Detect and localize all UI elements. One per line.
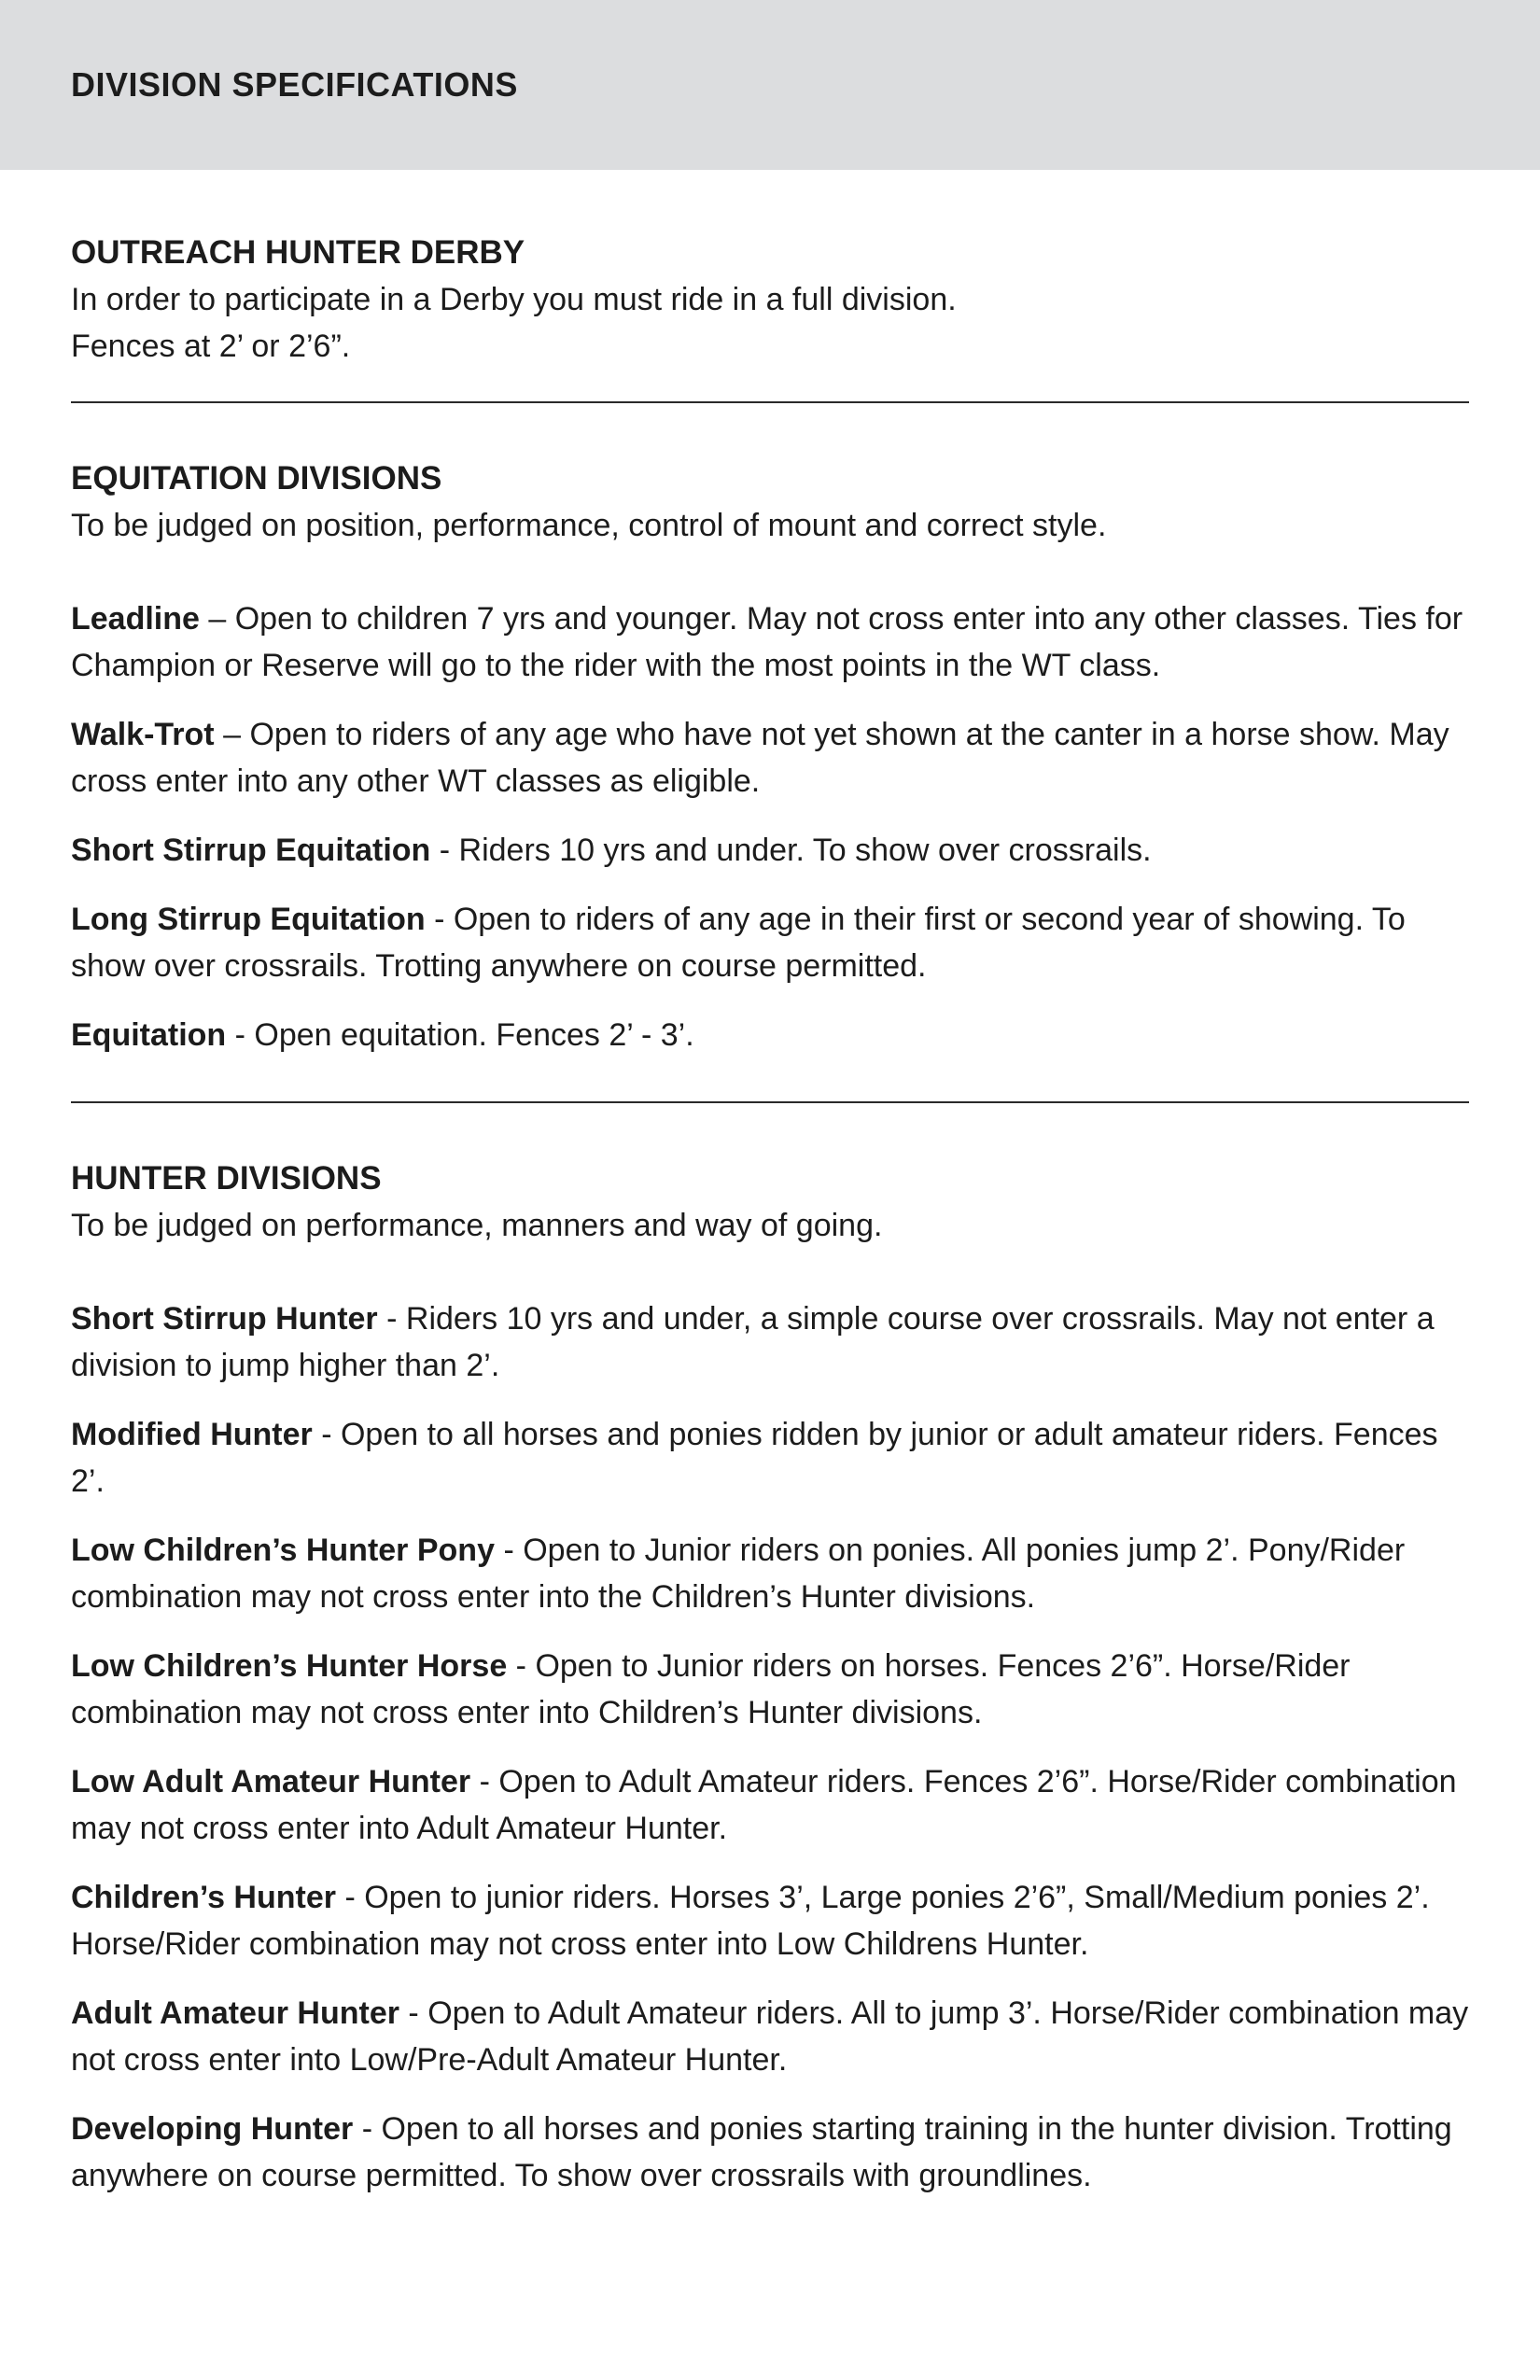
- entry-term: Short Stirrup Hunter: [71, 1301, 378, 1337]
- entry-text: - Open equitation. Fences 2’ - 3’.: [226, 1017, 694, 1053]
- header-band: [0, 0, 1540, 170]
- entry-text: - Open to Adult Amateur riders. All to jump 3’. Horse/Rider combination may not cross enter into Low/Pre-Adult Amateur Hunter.: [71, 1995, 1469, 2078]
- hunter-section-title: HUNTER DIVISIONS: [71, 1160, 382, 1197]
- entry-term: Modified Hunter: [71, 1417, 313, 1452]
- entry-text: - Open to Junior riders on horses. Fences 2’6”. Horse/Rider combination may not cross enter into Children’s Hunter divisions.: [71, 1648, 1351, 1730]
- hunter-entry-adult-amateur: [71, 1990, 1471, 2083]
- divider-2: [71, 1101, 1469, 1103]
- entry-term: Leadline: [71, 601, 200, 637]
- hunter-entry-developing: [71, 2106, 1471, 2199]
- entry-term: Adult Amateur Hunter: [71, 1995, 399, 2031]
- hunter-entries: [71, 1295, 1471, 2199]
- equitation-entry-equitation: [71, 1012, 1471, 1058]
- hunter-entry-low-childrens-horse: [71, 1643, 1471, 1736]
- document-body: [71, 230, 1471, 2221]
- derby-section-title: OUTREACH HUNTER DERBY: [71, 234, 525, 271]
- equitation-entry-leadline: [71, 595, 1471, 689]
- entry-text: – Open to children 7 yrs and younger. May not cross enter into any other classes. Ties for Champion or Reserve will go to the rider with the most points in the WT class.: [71, 601, 1463, 683]
- equitation-entry-walk-trot: [71, 711, 1471, 805]
- entry-text: - Open to riders of any age in their first or second year of showing. To show over crossrails. Trotting anywhere on course permitted.: [71, 902, 1406, 984]
- equitation-entry-short-stirrup: [71, 827, 1471, 874]
- hunter-entry-childrens: [71, 1874, 1471, 1967]
- entry-term: Children’s Hunter: [71, 1880, 336, 1915]
- hunter-entry-low-childrens-pony: [71, 1527, 1471, 1620]
- hunter-entry-low-adult-amateur: [71, 1758, 1471, 1852]
- equitation-section-title: EQUITATION DIVISIONS: [71, 460, 442, 497]
- divider-1: [71, 401, 1469, 403]
- entry-text: - Open to all horses and ponies ridden by junior or adult amateur riders. Fences 2’.: [71, 1417, 1438, 1499]
- entry-text: - Open to Junior riders on ponies. All ponies jump 2’. Pony/Rider combination may not cross enter into the Children’s Hunter divisions.: [71, 1533, 1406, 1615]
- entry-term: Walk-Trot: [71, 717, 215, 752]
- entry-term: Long Stirrup Equitation: [71, 902, 426, 937]
- entry-term: Short Stirrup Equitation: [71, 833, 431, 868]
- entry-text: – Open to riders of any age who have not yet shown at the canter in a horse show. May cross enter into any other WT classes as eligible.: [71, 717, 1449, 799]
- derby-section: [71, 230, 1471, 370]
- entry-text: - Riders 10 yrs and under, a simple course over crossrails. May not enter a division to jump higher than 2’.: [71, 1301, 1435, 1383]
- entry-text: - Open to junior riders. Horses 3’, Large ponies 2’6”, Small/Medium ponies 2’. Horse/Rider combination may not cross enter into Low Childrens Hunter.: [71, 1880, 1430, 1962]
- entry-text: - Open to all horses and ponies starting training in the hunter division. Trotting anywhere on course permitted. To show over crossrails with groundlines.: [71, 2111, 1452, 2193]
- equitation-intro: To be judged on position, performance, control of mount and correct style.: [71, 508, 1107, 543]
- entry-term: Equitation: [71, 1017, 227, 1053]
- equitation-section: [71, 455, 1471, 1058]
- derby-line-1: In order to participate in a Derby you must ride in a full division.: [71, 282, 957, 317]
- equitation-entries: [71, 595, 1471, 1058]
- equitation-entry-long-stirrup: [71, 896, 1471, 989]
- entry-text: - Open to Adult Amateur riders. Fences 2’6”. Horse/Rider combination may not cross enter into Adult Amateur Hunter.: [71, 1764, 1457, 1846]
- entry-term: Developing Hunter: [71, 2111, 354, 2147]
- hunter-entry-modified: [71, 1411, 1471, 1505]
- page-title: DIVISION SPECIFICATIONS: [71, 65, 518, 104]
- entry-term: Low Children’s Hunter Horse: [71, 1648, 508, 1684]
- entry-term: Low Children’s Hunter Pony: [71, 1533, 495, 1568]
- hunter-section: [71, 1155, 1471, 2199]
- hunter-intro: To be judged on performance, manners and way of going.: [71, 1208, 883, 1243]
- hunter-entry-short-stirrup: [71, 1295, 1471, 1389]
- derby-line-2: Fences at 2’ or 2’6”.: [71, 329, 351, 364]
- entry-term: Low Adult Amateur Hunter: [71, 1764, 471, 1799]
- entry-text: - Riders 10 yrs and under. To show over crossrails.: [430, 833, 1152, 868]
